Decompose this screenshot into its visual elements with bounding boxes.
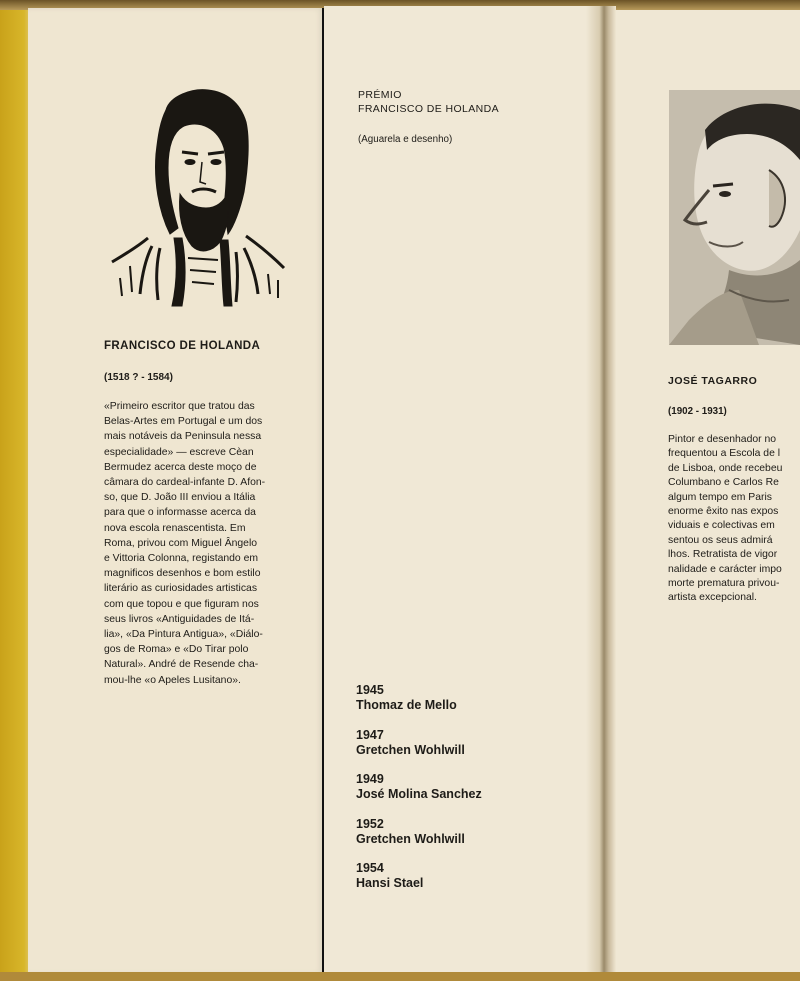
bio-line: especialidade» — escreve Cèan	[104, 446, 254, 458]
winner-year: 1949	[356, 772, 384, 787]
bio-line: Natural». André de Resende cha-	[104, 659, 259, 671]
winner-name: Hansi Stael	[356, 876, 424, 891]
right-artist-dates: (1902 - 1931)	[668, 406, 727, 417]
bio-line: seus livros «Antiguidades de Itá-	[104, 613, 255, 625]
artist-dates: (1518 ? - 1584)	[104, 372, 173, 383]
francisco-de-holanda-portrait	[108, 88, 290, 310]
winners-list	[356, 683, 482, 906]
bio-line: gos de Roma» e «Do Tirar polo	[104, 644, 249, 656]
bio-line: algum tempo em Paris	[668, 491, 772, 503]
bio-line: artista excepcional.	[668, 592, 757, 604]
bio-line: «Primeiro escritor que tratou das	[104, 401, 255, 412]
book-gutter	[586, 6, 616, 976]
prize-subtitle: (Aguarela e desenho)	[358, 134, 453, 145]
bio-line: lhos. Retratista de vigor	[668, 549, 778, 561]
bio-line: com que topou e que figuram nos	[104, 598, 259, 610]
winner-name: Thomaz de Mello	[356, 698, 457, 712]
bio-line: enorme êxito nas expos	[668, 506, 779, 518]
bio-line: nova escola renascentista. Em	[104, 522, 246, 534]
prize-heading-line1: PRÉMIO	[358, 89, 402, 101]
bio-line: para que o informasse acerca da	[104, 507, 256, 519]
bio-line: morte prematura privou-	[668, 578, 780, 590]
bio-line: mou-lhe «o Apeles Lusitano».	[104, 674, 241, 686]
winner-year: 1947	[356, 727, 384, 742]
bio-line: Bermudez acerca deste moço de	[104, 461, 257, 473]
winner-entry	[356, 772, 482, 817]
artist-title: FRANCISCO DE HOLANDA	[104, 340, 261, 352]
winner-name: Gretchen Wohlwill	[356, 742, 465, 757]
bio-line: literário as curiosidades artisticas	[104, 583, 258, 595]
winner-entry	[356, 861, 482, 906]
bio-line: sentou os seus admirá	[668, 534, 773, 546]
winner-name: Gretchen Wohlwill	[356, 831, 465, 846]
bio-line: so, que D. João III enviou a Itália	[104, 492, 256, 504]
bio-line: magnificos desenhos e bom estilo	[104, 568, 261, 580]
winner-name: José Molina Sanchez	[356, 787, 482, 802]
artist-biography	[104, 399, 298, 688]
jose-tagarro-portrait	[669, 90, 800, 345]
winner-year: 1945	[356, 683, 384, 697]
winner-entry	[356, 728, 482, 773]
right-artist-biography	[668, 433, 800, 606]
bio-line: e Vittoria Colonna, registando em	[104, 553, 259, 565]
bio-line: Pintor e desenhador no	[668, 434, 777, 445]
page-divider-line	[322, 8, 324, 974]
winner-year: 1952	[356, 816, 384, 831]
bio-line: Belas-Artes em Portugal e um dos	[104, 416, 263, 428]
bottom-edge	[0, 972, 800, 981]
winner-entry	[356, 817, 482, 862]
prize-heading-line2: FRANCISCO DE HOLANDA	[358, 103, 500, 115]
right-artist-title: JOSÉ TAGARRO	[668, 375, 758, 387]
bio-line: frequentou a Escola de l	[668, 448, 781, 460]
bio-line: Roma, privou com Miguel Ângelo	[104, 537, 258, 549]
winner-entry	[356, 683, 482, 728]
bio-line: lia», «Da Pintura Antigua», «Diálo-	[104, 629, 263, 641]
bio-line: nalidade e carácter impo	[668, 563, 782, 575]
bio-line: Columbano e Carlos Re	[668, 477, 779, 489]
bio-line: viduais e colectivas em	[668, 520, 775, 532]
bio-line: mais notáveis da Peninsula nessa	[104, 431, 262, 443]
bio-line: de Lisboa, onde recebeu	[668, 462, 783, 474]
bio-line: câmara do cardeal-infante D. Afon-	[104, 477, 266, 489]
winner-year: 1954	[356, 861, 384, 876]
prize-heading	[358, 88, 499, 116]
